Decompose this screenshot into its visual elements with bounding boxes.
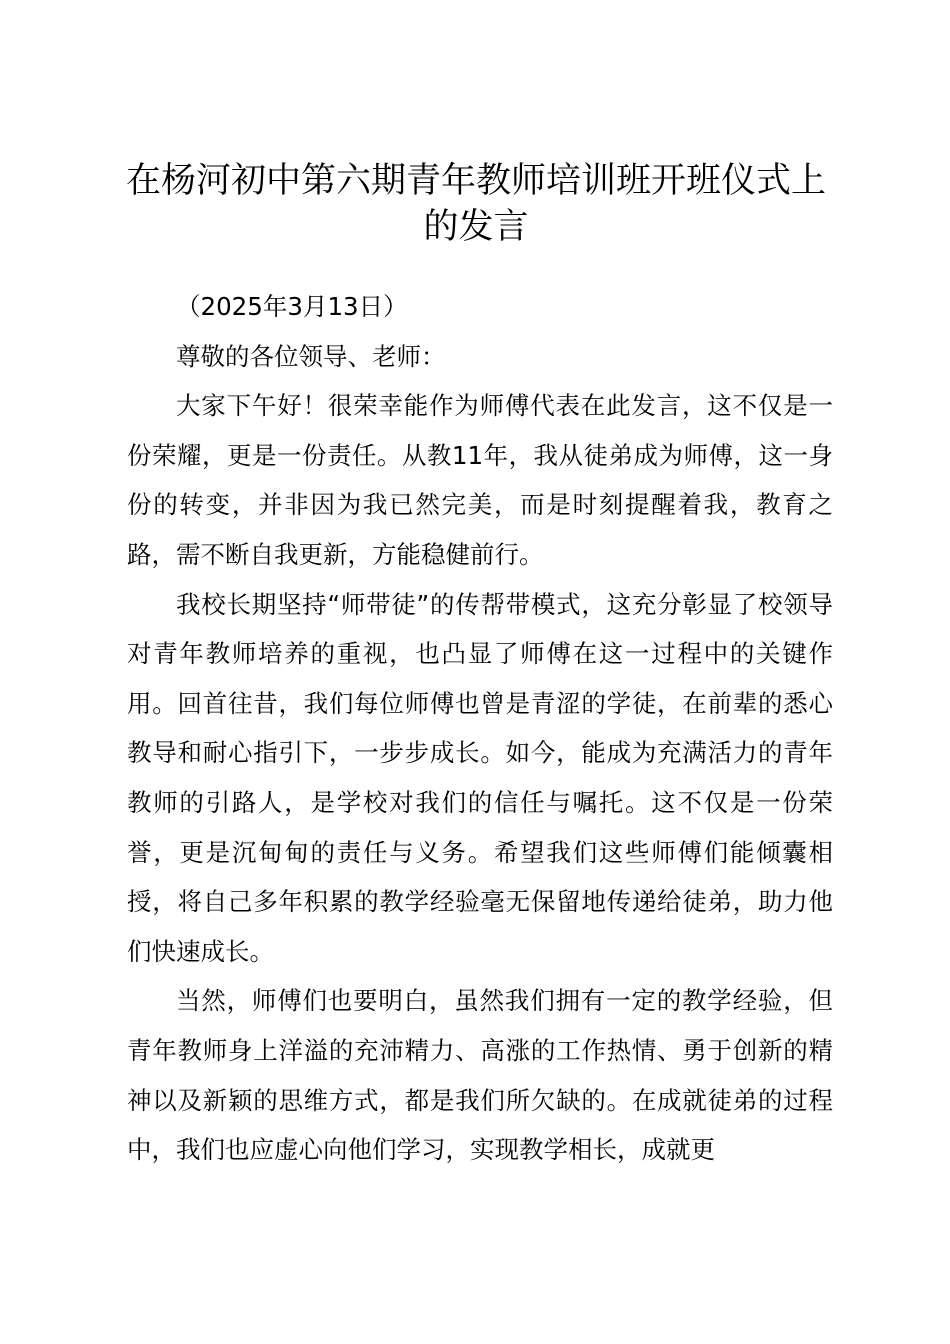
paragraph-2: 我校长期坚持“师带徒”的传帮带模式，这充分彰显了校领导对青年教师培养的重视，也凸显了师傅在这一过程中的关键作用。回首往昔，我们每位师傅也曾是青涩的学徒，在前辈的悉心教导和耐心指引下，一步步成长。如今，能成为充满活力的青年教师的引路人，是学校对我们的信任与嘱托。这不仅是一份荣誉，更是沉甸甸的责任与义务。希望我们这些师傅们能倾囊相授，将自己多年积累的教学经验毫无保留地传递给徒弟，助力他们快速成长。 (127, 589, 833, 966)
document-body (127, 282, 833, 1175)
paragraph-1: 大家下午好！很荣幸能作为师傅代表在此发言，这不仅是一份荣耀，更是一份责任。从教11年，我从徒弟成为师傅，这一身份的转变，并非因为我已然完美，而是时刻提醒着我，教育之路，需不断自我更新，方能稳健前行。 (127, 391, 833, 569)
salutation: 尊敬的各位领导、老师： (176, 341, 446, 371)
document-title: 在杨河初中第六期青年教师培训班开班仪式上的发言 (125, 161, 826, 247)
speech-date: （2025年3月13日） (176, 292, 408, 321)
paragraph-3: 当然，师傅们也要明白，虽然我们拥有一定的教学经验，但青年教师身上洋溢的充沛精力、高涨的工作热情、勇于创新的精神以及新颖的思维方式，都是我们所欠缺的。在成就徒弟的过程中，我们也应虚心向他们学习，实现教学相长，成就更 (127, 986, 833, 1165)
